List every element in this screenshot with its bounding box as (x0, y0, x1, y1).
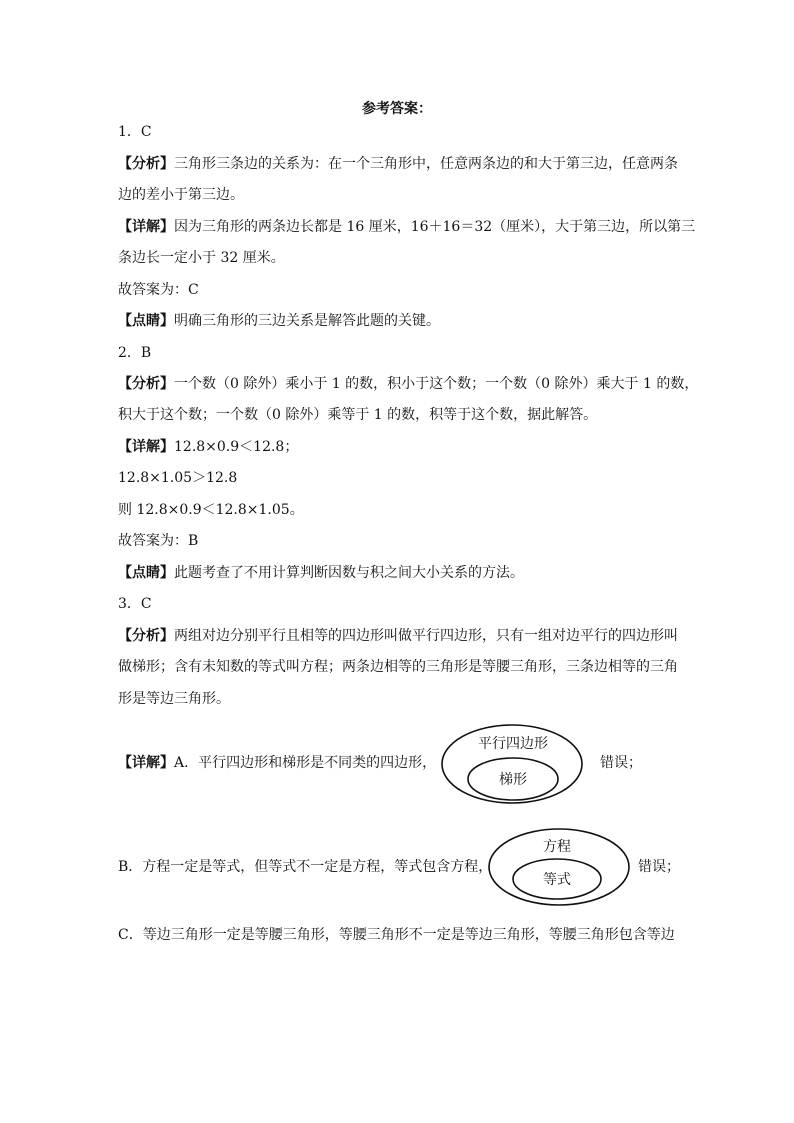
q3-option-a-text: A．平行四边形和梯形是不同类的四边形， (174, 755, 437, 771)
q1-analysis-tag: 【分析】 (118, 156, 174, 172)
q2-analysis-tag: 【分析】 (118, 376, 174, 392)
q1-detail-tag: 【详解】 (118, 219, 174, 235)
q2-comment-tag: 【点睛】 (118, 565, 174, 581)
q1-comment (118, 311, 440, 331)
q2-comment (118, 563, 524, 583)
q3-analysis-text-3: 形是等边三角形。 (118, 691, 230, 707)
q1-number: 1．C (118, 124, 152, 140)
q2-detail-tag: 【详解】 (118, 439, 174, 455)
q3-detail-tag: 【详解】 (118, 755, 174, 771)
venn-a-outer-label: 平行四边形 (478, 736, 548, 752)
q1-detail-text-1: 因为三角形的两条边长都是 16 厘米，16＋16＝32（厘米），大于第三边，所以第三 (174, 219, 696, 235)
page-title: 参考答案： (362, 101, 432, 117)
q2-analysis (118, 374, 698, 394)
q3-analysis-tag: 【分析】 (118, 628, 174, 644)
q1-detail-text-2: 条边长一定小于 32 厘米。 (118, 250, 285, 266)
q1-comment-text: 明确三角形的三边关系是解答此题的关键。 (174, 313, 440, 329)
q3-analysis-text-2: 做梯形；含有未知数的等式叫方程；两条边相等的三角形是等腰三角形，三条边相等的三角 (118, 659, 678, 675)
q1-comment-tag: 【点睛】 (118, 313, 174, 329)
q2-analysis-text-1: 一个数（0 除外）乘小于 1 的数，积小于这个数；一个数（0 除外）乘大于 1 的数， (174, 376, 699, 392)
q2-detail-text-1: 12.8×0.9＜12.8； (174, 439, 299, 455)
q1-analysis-text-2: 边的差小于第三边。 (118, 187, 244, 203)
q3-option-a-result: 错误； (600, 755, 642, 771)
q2-comment-text: 此题考查了不用计算判断因数与积之间大小关系的方法。 (174, 565, 524, 581)
q1-analysis (118, 154, 678, 174)
q2-detail-text-3: 则 12.8×0.9＜12.8×1.05。 (118, 502, 304, 518)
venn-a-inner-label: 梯形 (499, 772, 527, 788)
q3-option-c-text: C．等边三角形一定是等腰三角形，等腰三角形不一定是等边三角形，等腰三角形包含等边 (118, 927, 675, 943)
q2-detail (118, 437, 298, 457)
q1-analysis-text-1: 三角形三条边的关系为：在一个三角形中，任意两条边的和大于第三边，任意两条 (174, 156, 678, 172)
q3-number: 3．C (118, 596, 152, 612)
q3-option-b-text: B．方程一定是等式，但等式不一定是方程，等式包含方程， (118, 859, 493, 875)
venn-b-outer-label: 方程 (543, 839, 571, 855)
q2-answer: 故答案为：B (118, 533, 199, 549)
q3-analysis-text-1: 两组对边分别平行且相等的四边形叫做平行四边形，只有一组对边平行的四边形叫 (174, 628, 678, 644)
venn-diagram-parallelogram-trapezoid (440, 722, 590, 806)
q1-detail (118, 217, 695, 237)
q2-analysis-text-2: 积大于这个数；一个数（0 除外）乘等于 1 的数，积等于这个数，据此解答。 (118, 407, 598, 423)
q2-number: 2．B (118, 345, 152, 361)
venn-diagram-equation-equality (486, 826, 634, 908)
q2-detail-text-2: 12.8×1.05＞12.8 (118, 470, 238, 486)
q3-option-b-result: 错误； (638, 859, 680, 875)
q3-analysis (118, 626, 678, 646)
q3-detail-option-a (118, 753, 436, 773)
q1-answer: 故答案为：C (118, 282, 199, 298)
venn-b-inner-label: 等式 (543, 872, 571, 888)
